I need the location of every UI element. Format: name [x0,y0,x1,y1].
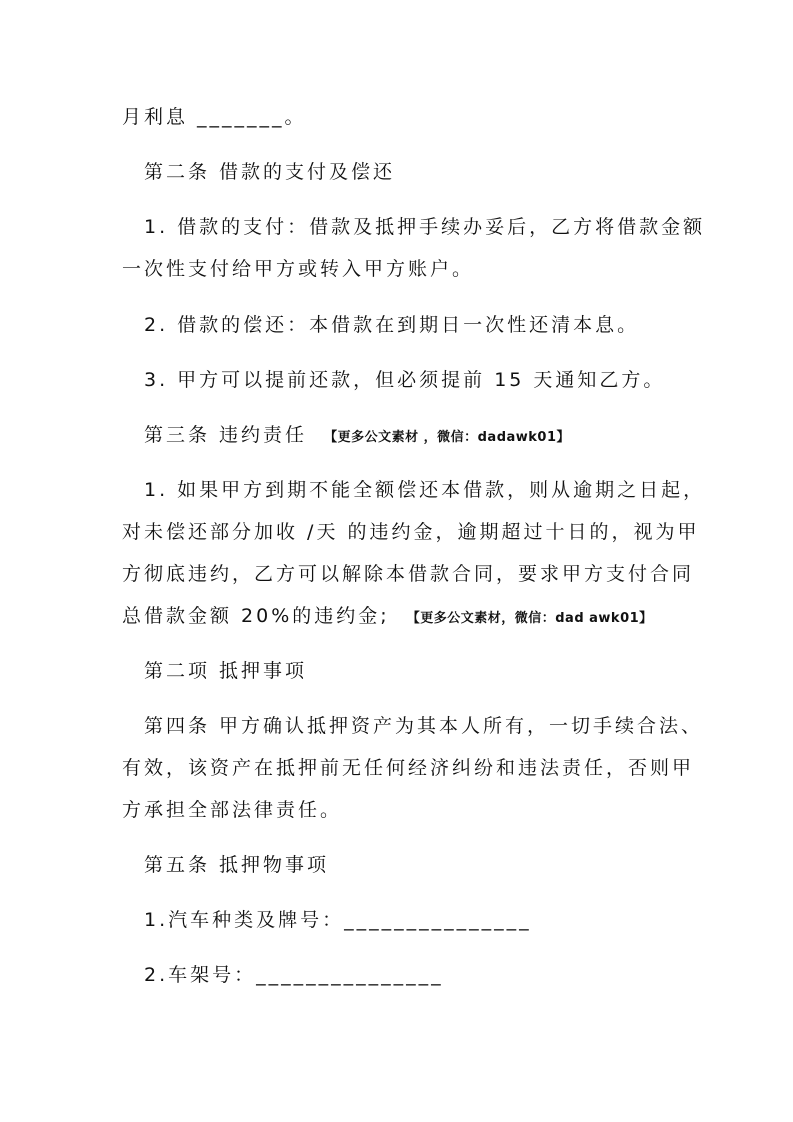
text-line-article-4-3: 方承担全部法律责任。 [122,799,343,821]
text-line-early-repayment: 3. 甲方可以提前还款，但必须提前 15 天通知乙方。 [144,369,666,391]
text-line-article-4-1: 第四条 甲方确认抵押资产为其本人所有，一切手续合法、 [144,715,704,737]
text-line-repayment: 2. 借款的偿还：本借款在到期日一次性还清本息。 [144,314,640,336]
text-line-vehicle-type: 1.汽车种类及牌号：_______________ [144,909,532,931]
text-line-vin: 2.车架号：_______________ [144,964,444,986]
text-line-breach-2: 对未偿还部分加收 /天 的违约金，逾期超过十日的，视为甲 [122,521,700,543]
watermark-note-2: 【更多公文素材，微信：dad awk01】 [406,611,653,626]
text-line-monthly-interest: 月利息 _______。 [122,106,307,128]
text-line-breach-3: 方彻底违约，乙方可以解除本借款合同，要求甲方支付合同 [122,563,695,585]
heading-article-5: 第五条 抵押物事项 [144,854,330,876]
text-line-breach-4-text: 总借款金额 20%的违约金; [122,605,390,627]
heading-section-2: 第二项 抵押事项 [144,660,308,682]
watermark-note-1: 【更多公文素材 ，微信：dadawk01】 [324,430,571,445]
heading-article-3 [144,423,570,450]
text-line-article-4-2: 有效，该资产在抵押前无任何经济纠纷和违法责任，否则甲 [122,757,695,779]
text-line-breach-1: 1. 如果甲方到期不能全额偿还本借款，则从逾期之日起， [144,479,706,501]
heading-article-2: 第二条 借款的支付及偿还 [144,161,396,183]
text-line-breach-4 [122,604,653,631]
heading-article-3-text: 第三条 违约责任 [144,424,308,446]
text-line-payment-2: 一次性支付给甲方或转入甲方账户。 [122,258,475,280]
text-line-payment-1: 1. 借款的支付：借款及抵押手续办妥后，乙方将借款金额 [144,216,706,238]
